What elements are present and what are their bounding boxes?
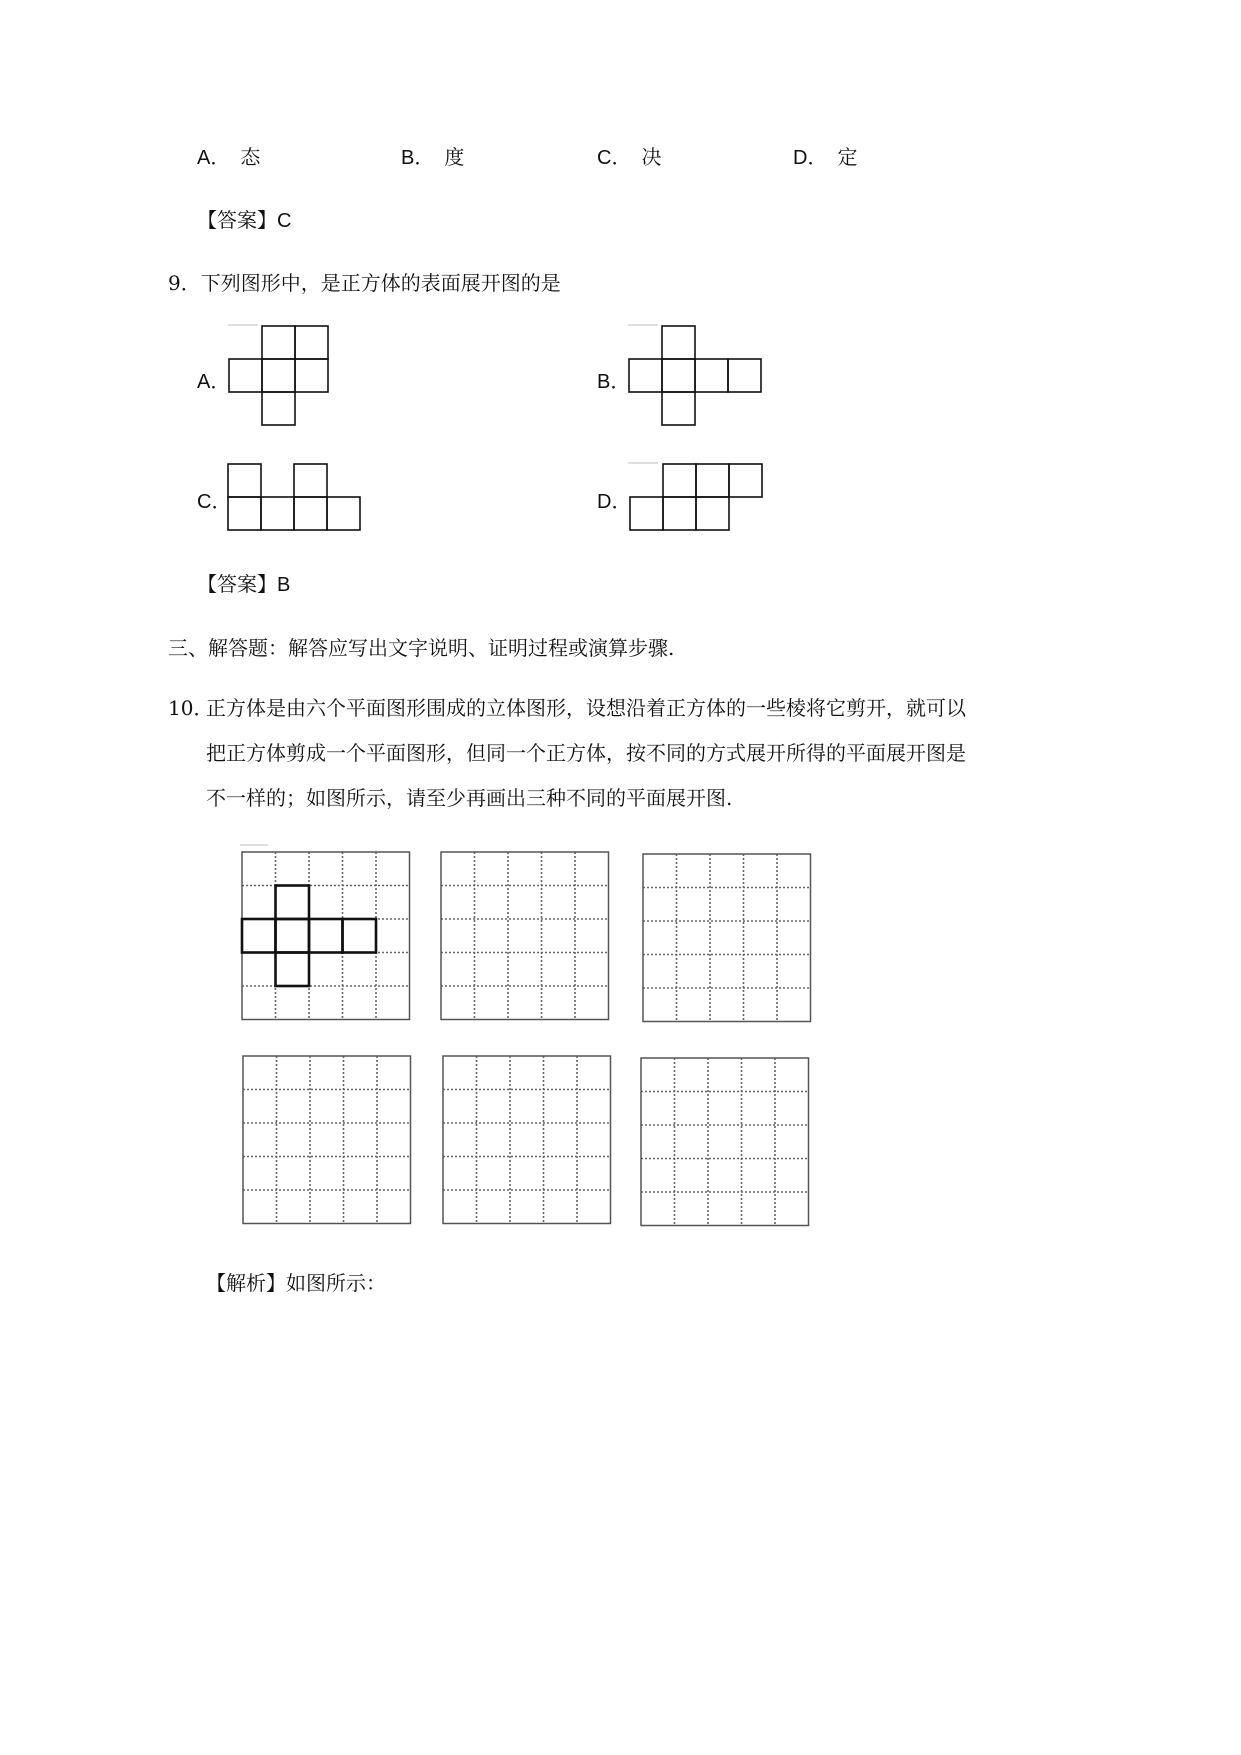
section-3-heading: 三、解答题：解答应写出文字说明、证明过程或演算步骤. [168, 636, 675, 660]
example-net-square [242, 919, 276, 953]
q10-grid-4 [243, 1056, 413, 1228]
grid-border [643, 854, 811, 1022]
q8-answer-tag: 【答案】 [197, 208, 277, 232]
q8-option-b [401, 145, 464, 170]
q10-grid-1 [242, 842, 412, 1024]
example-net-square [276, 919, 310, 953]
q8-option-d [793, 145, 857, 170]
q8-answer [197, 208, 291, 233]
q8-option-b-letter: B． [401, 147, 435, 169]
q8-answer-value: C [277, 210, 292, 232]
q9-answer-tag: 【答案】 [197, 572, 277, 596]
q10-line-1: 正方体是由六个平面图形围成的立体图形，设想沿着正方体的一些棱将它剪开，就可以 [206, 696, 966, 720]
q8-option-a [197, 145, 260, 170]
example-net-square [276, 953, 310, 987]
q9-net-d [620, 458, 770, 538]
q9-answer-value: B [277, 574, 291, 596]
q9-option-b-label: B． [597, 371, 631, 393]
q9-stem: 9．下列图形中，是正方体的表面展开图的是 [168, 271, 561, 295]
q10-number: 10． [168, 696, 214, 720]
q8-option-a-text: 态 [240, 145, 261, 169]
q8-option-d-letter: D． [793, 147, 828, 169]
q9-option-c-label: C． [197, 491, 232, 513]
grid-border [641, 1058, 809, 1226]
example-net-square [343, 919, 377, 953]
q10-line-2: 把正方体剪成一个平面图形，但同一个正方体，按不同的方式展开所得的平面展开图是 [206, 741, 966, 765]
q9-net-a [220, 320, 340, 435]
q9-net-c [220, 458, 370, 538]
q9-net-b [620, 320, 770, 435]
analysis-text: 【解析】如图所示： [206, 1271, 386, 1295]
q10-grid-3 [643, 854, 813, 1026]
q10-grid-5 [443, 1056, 613, 1228]
q10-grid-2 [441, 852, 611, 1024]
example-net-square [276, 886, 310, 920]
q8-option-c [597, 145, 661, 170]
q9-answer [197, 572, 290, 597]
grid-border [441, 852, 609, 1020]
grid-border [443, 1056, 611, 1224]
q10-line-3: 不一样的；如图所示，请至少再画出三种不同的平面展开图. [206, 786, 733, 810]
example-net-square [309, 919, 343, 953]
q10-grid-6 [641, 1058, 811, 1230]
q8-option-c-letter: C． [597, 147, 632, 169]
q8-option-b-text: 度 [444, 145, 465, 169]
q9-option-a-label: A． [197, 371, 231, 393]
q8-option-d-text: 定 [837, 145, 858, 169]
grid-border [242, 852, 410, 1020]
q9-option-d-label: D． [597, 491, 632, 513]
q8-option-a-letter: A． [197, 147, 231, 169]
grid-border [243, 1056, 411, 1224]
q8-option-c-text: 决 [641, 145, 662, 169]
